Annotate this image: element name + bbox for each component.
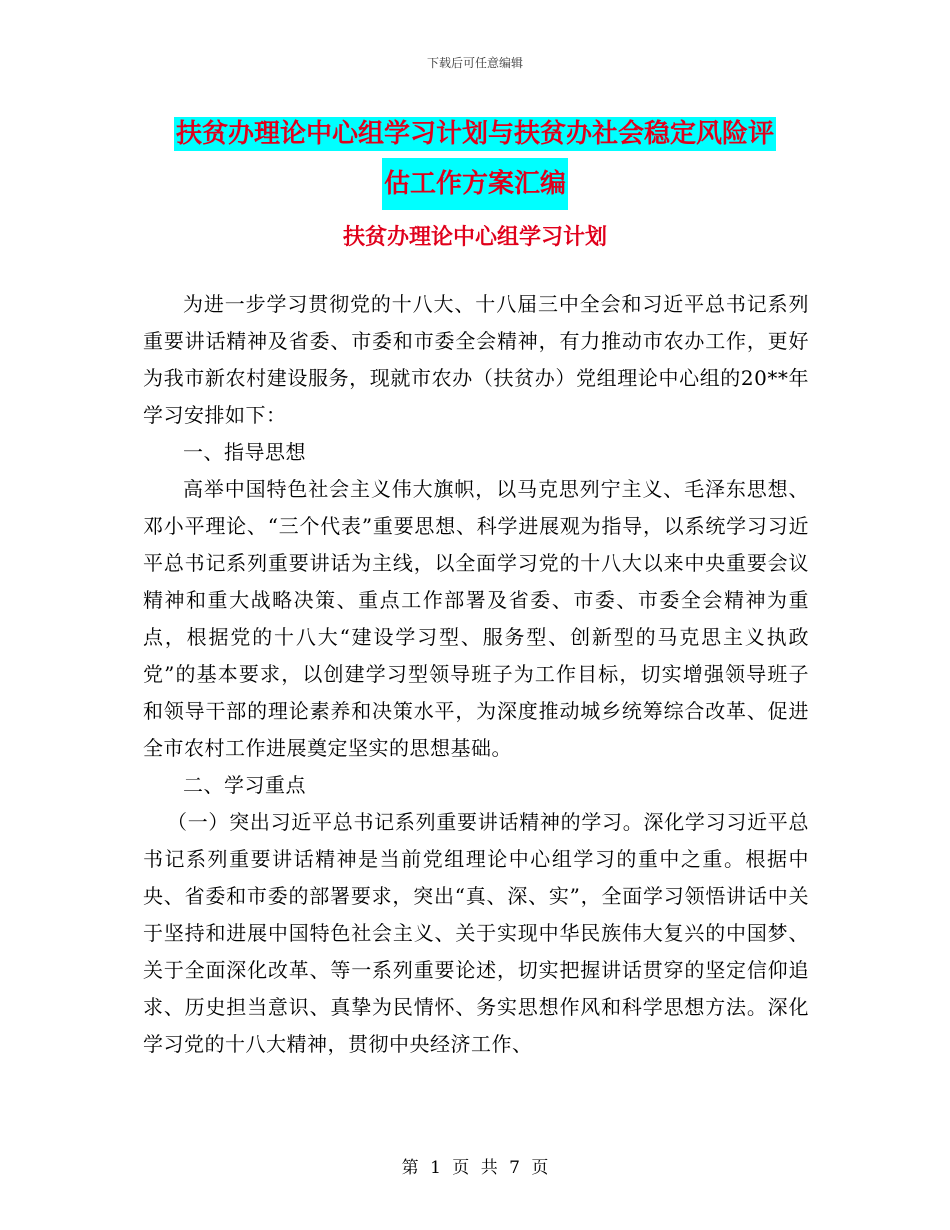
heading-study-focus: 二、学习重点 [183,773,306,797]
heading-guiding-thought: 一、指导思想 [183,440,306,464]
intro-paragraph: 为进一步学习贯彻党的十八大、十八届三中全会和习近平总书记系列重要讲话精神及省委、市委和市委全会精神，有力推动市农办工作，更好为我市新农村建设服务，现就市农办（扶贫办）党组理论中心组的20**年学习安排如下： [143,292,809,427]
title-line-2: 估工作方案汇编 [382,158,568,210]
guiding-paragraph: 高举中国特色社会主义伟大旗帜，以马克思列宁主义、毛泽东思想、邓小平理论、“三个代表”重要思想、科学进展观为指导，以系统学习习近平总书记系列重要讲话为主线，以全面学习党的十八大以来中央重要会议精神和重大战略决策、重点工作部署及省委、市委、市委全会精神为重点，根据党的十八大“建设学习型、服务型、创新型的马克思主义执政党”的基本要求，以创建学习型领导班子为工作目标，切实增强领导班子和领导干部的理论素养和决策水平，为深度推动城乡统筹综合改革、促进全市农村工作进展奠定坚实的思想基础。 [143,477,809,760]
section-title: 扶贫办理论中心组学习计划 [342,224,607,250]
document-title [0,110,950,210]
point-1-paragraph: （一）突出习近平总书记系列重要讲话精神的学习。深化学习习近平总书记系列重要讲话精神是当前党组理论中心组学习的重中之重。根据中央、省委和市委的部署要求，突出“真、深、实”，全面学习领悟讲话中关于坚持和进展中国特色社会主义、关于实现中华民族伟大复兴的中国梦、关于全面深化改革、等一系列重要论述，切实把握讲话贯穿的坚定信仰追求、历史担当意识、真挚为民情怀、务实思想作风和科学思想方法。深化学习党的十八大精神，贯彻中央经济工作、 [143,810,809,1056]
title-line-1: 扶贫办理论中心组学习计划与扶贫办社会稳定风险评 [175,119,774,149]
page-number: 第 1 页 共 7 页 [401,1158,549,1178]
header-note: 下载后可任意编辑 [426,56,523,70]
body-text [143,286,809,1063]
